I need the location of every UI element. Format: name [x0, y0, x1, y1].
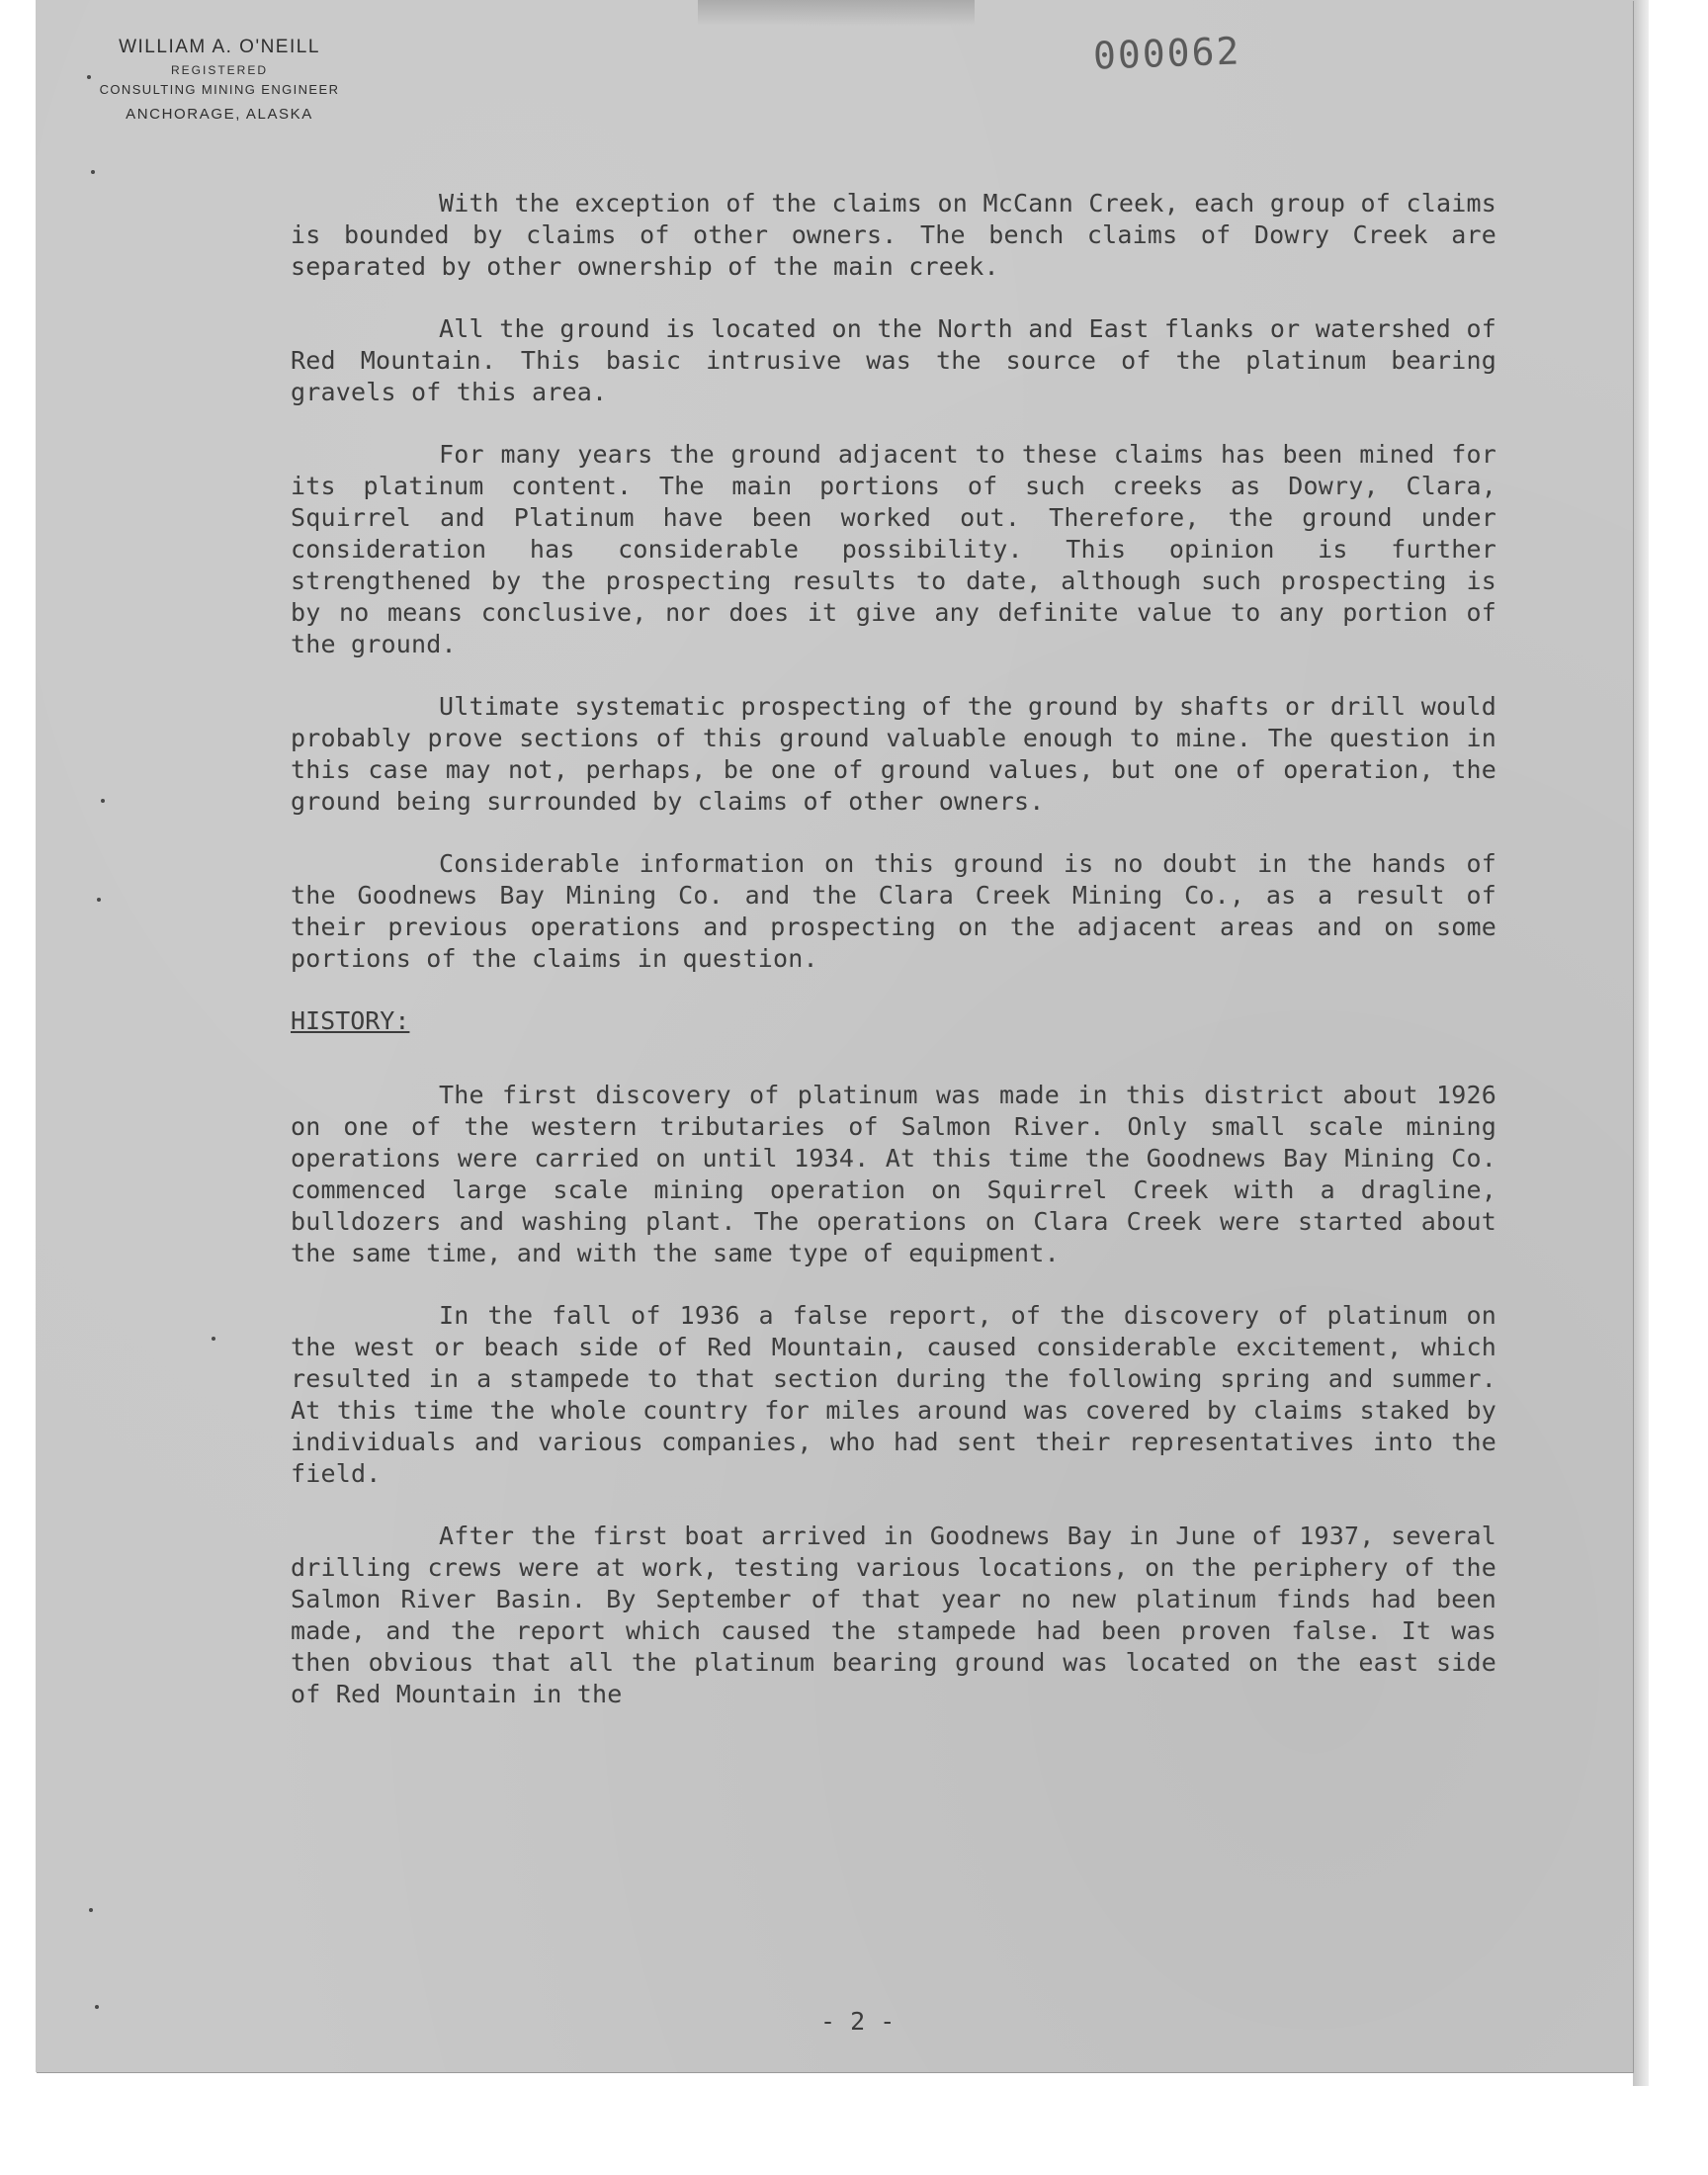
- paragraph-1: With the exception of the claims on McCann Creek, each group of claims is bounded by claims of other owners. The bench claims of Dowry Creek are separated by other ownership of the main creek.: [291, 189, 1496, 281]
- page-edge-shadow: [1633, 0, 1649, 2086]
- scan-speck: [101, 799, 105, 803]
- letterhead-location: ANCHORAGE, ALASKA: [126, 106, 313, 123]
- letterhead-title: CONSULTING MINING ENGINEER: [99, 82, 340, 97]
- paragraph-2: All the ground is located on the North and East flanks or watershed of Red Mountain. This basic intrusive was the source of the platinum bearing gravels of this area.: [291, 314, 1496, 406]
- history-paragraph-2: In the fall of 1936 a false report, of the discovery of platinum on the west or beach side of Red Mountain, caused considerable excitement, which resulted in a stampede to that section during the following spring and summer. At this time the whole country for miles around was covered by claims staked by individuals and various companies, who had sent their representatives into the field.: [291, 1301, 1496, 1488]
- letterhead-name: WILLIAM A. O'NEILL: [119, 37, 320, 57]
- history-heading: HISTORY:: [291, 1006, 410, 1035]
- scan-speck: [212, 1337, 215, 1341]
- history-paragraph-3: After the first boat arrived in Goodnews Bay in June of 1937, several drilling crews were at work, testing various locations, on the periphery of the Salmon River Basin. By September of that year no new platinum finds had been made, and the report which caused the stampede had been proven false. It was then obvious that all the platinum bearing ground was located on the east side of Red Mountain in the: [291, 1522, 1496, 1708]
- document-number: 000062: [1092, 29, 1242, 78]
- paragraph-5: Considerable information on this ground is no doubt in the hands of the Goodnews Bay Mining Co. and the Clara Creek Mining Co., as a result of their previous operations and prospecting on the adjacent areas and on some portions of the claims in question.: [291, 849, 1496, 973]
- paragraph-3: For many years the ground adjacent to these claims has been mined for its platinum content. The main portions of such creeks as Dowry, Clara, Squirrel and Platinum have been worked out. Therefore, the ground under consideration has considerable possibility. This opinion is further strengthened by the prospecting results to date, although such prospecting is by no means conclusive, nor does it give any definite value to any portion of the ground.: [291, 440, 1496, 658]
- letterhead: [51, 36, 387, 130]
- scan-speck: [87, 75, 91, 79]
- scan-speck: [97, 898, 101, 902]
- history-paragraph-1: The first discovery of platinum was made in this district about 1926 on one of the western tributaries of Salmon River. Only small scale mining operations were carried on until 1934. At this time the Goodnews Bay Mining Co. commenced large scale mining operation on Squirrel Creek with a dragline, bulldozers and washing plant. The operations on Clara Creek were started about the same time, and with the same type of equipment.: [291, 1081, 1496, 1267]
- scan-smudge: [698, 0, 975, 26]
- document-body: [291, 188, 1496, 1741]
- scan-speck: [95, 2005, 99, 2009]
- scan-speck: [91, 170, 95, 174]
- page-number: - 2 -: [820, 2007, 896, 2036]
- scan-speck: [89, 1908, 93, 1912]
- letterhead-registered: REGISTERED: [170, 63, 268, 77]
- paragraph-4: Ultimate systematic prospecting of the ground by shafts or drill would probably prove sections of this ground valuable enough to mine. The question in this case may not, perhaps, be one of ground values, but one of operation, the ground being surrounded by claims of other owners.: [291, 692, 1496, 816]
